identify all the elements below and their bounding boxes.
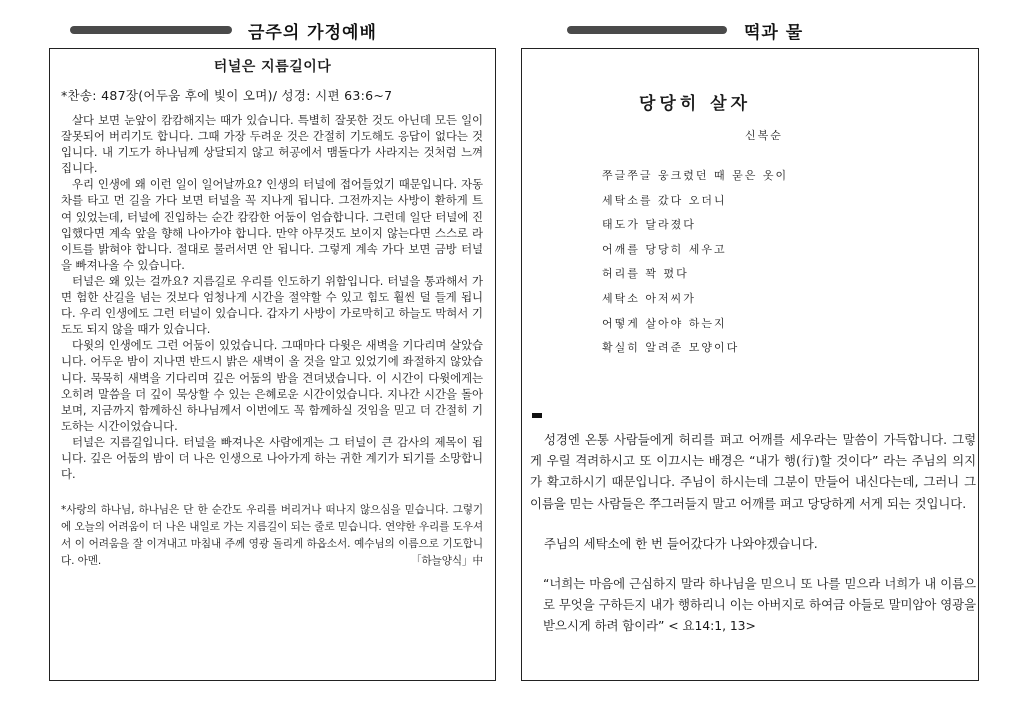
scripture-quote: “너희는 마음에 근심하지 말라 하나님을 믿으니 또 나를 믿으라 너희가 내 이름으로 무엇을 구하든지 내가 행하리니 이는 아버지로 하여금 아들로 말미암아 영광을 받으시게 하려 함이라” < 요14:1, 13> bbox=[543, 576, 976, 634]
prayer-source: 「하늘양식」中 bbox=[410, 554, 483, 567]
sermon-paragraph: 터널은 지름길입니다. 터널을 빠져나온 사람에게는 그 터널이 큰 감사의 제목이 됩니다. 깊은 어둠의 밤이 더 나은 인생으로 나아가게 하는 귀한 계기가 되기를 소망합니다. bbox=[61, 434, 483, 482]
hymn-scripture-line: *찬송: 487장(어두움 후에 빛이 오며)/ 성경: 시편 63:6~7 bbox=[61, 88, 393, 103]
poem-title: 당당히 살자 bbox=[639, 94, 752, 114]
reflection-paragraph: 주님의 세탁소에 한 번 들어갔다가 나와야겠습니다. bbox=[544, 535, 818, 551]
poem-line: 어깨를 당당히 세우고 bbox=[602, 242, 727, 256]
poem-line: 어떻게 살아야 하는지 bbox=[602, 316, 727, 330]
prayer-text: *사랑의 하나님, 하나님은 단 한 순간도 우리를 버리거나 떠나지 않으심을 믿습니다. 그렇기에 오늘의 어려움이 더 나은 내일로 가는 지름길이 되는 줄로 믿습니다. 연약한 우리를 도우셔서 이 어려움을 잘 이겨내고 마침내 주께 영광 돌리게 하옵소서. 예수님의 이름으로 기도합니다. 아멘. bbox=[61, 504, 483, 567]
section-marker bbox=[532, 413, 542, 418]
poem-line: 확실히 알려준 모양이다 bbox=[602, 341, 740, 355]
sermon-paragraph: 우리 인생에 왜 이런 일이 일어날까요? 인생의 터널에 접어들었기 때문입니다. 자동차를 타고 먼 길을 가다 보면 터널을 꼭 지나게 됩니다. 그전까지는 사방이 환하게 트여 있었는데, 터널에 진입하는 순간 캄캄한 어둠이 엄습합니다. 그런데 일단 터널에 진입했다면 계속 앞을 향해 나아가야 합니다. 만약 아무것도 보이지 않는다면 스스로 라이트를 밝혀야 합니다. 절대로 물러서면 안 됩니다. 그렇게 계속 가다 보면 금방 터널을 빠져나올 수 있습니다. bbox=[61, 177, 483, 272]
sermon-paragraph: 살다 보면 눈앞이 캄캄해지는 때가 있습니다. 특별히 잘못한 것도 아닌데 모든 일이 잘못되어 버리기도 합니다. 그때 가장 두려운 것은 간절히 기도해도 응답이 없다는 것입니다. 내 기도가 하나님께 상달되지 않고 허공에서 맴돌다가 사라지는 것처럼 느껴집니다. bbox=[61, 113, 483, 176]
reflection-body bbox=[530, 429, 976, 637]
left-header-bar bbox=[70, 26, 232, 34]
poem bbox=[602, 167, 788, 364]
sermon-title: 터널은 지름길이다 bbox=[213, 59, 332, 75]
sermon-body bbox=[61, 112, 483, 482]
poem-line: 세탁소 아저씨가 bbox=[602, 291, 696, 305]
poem-line: 태도가 달라졌다 bbox=[602, 218, 696, 232]
poem-author: 신복순 bbox=[745, 129, 783, 142]
sermon-paragraph: 터널은 왜 있는 걸까요? 지름길로 우리를 인도하기 위함입니다. 터널을 통과해서 가면 험한 산길을 넘는 것보다 엄청나게 시간을 절약할 수 있고 힘도 훨씬 덜 들게 됩니다. 우리 인생에도 그런 터널이 있습니다. 갑자기 사방이 가로막히고 하늘도 막혀서 기도도 되지 않을 때가 있습니다. bbox=[61, 273, 483, 337]
prayer bbox=[61, 502, 483, 569]
right-header-bar bbox=[567, 26, 727, 34]
reflection-paragraph: 성경엔 온통 사람들에게 허리를 펴고 어깨를 세우라는 말씀이 가득합니다. 그렇게 우릴 격려하시고 또 이끄시는 배경은 “내가 행(行)할 것이다” 라는 주님의 의지가 확고하시기 때문입니다. 주님이 하시는데 그분이 만들어 내신다는데, 그러니 그 이름을 믿는 사람들은 쭈그러들지 말고 어깨를 펴고 당당하게 서게 되는 것입니다. bbox=[530, 432, 976, 511]
poem-line: 세탁소를 갔다 오더니 bbox=[602, 193, 727, 207]
right-section-heading: 떡과 물 bbox=[744, 23, 804, 43]
bread-water-panel bbox=[521, 48, 979, 681]
sermon-paragraph: 다윗의 인생에도 그런 어둠이 있었습니다. 그때마다 다윗은 새벽을 기다리며 살았습니다. 어두운 밤이 지나면 반드시 밝은 새벽이 올 것을 알고 있었기에 좌절하지 않았습니다. 묵묵히 새벽을 기다리며 깊은 어둠의 밤을 견뎌냈습니다. 이 시간이 다윗에게는 오히려 말씀을 더 깊이 묵상할 수 있는 은혜로운 시간이었습니다. 지나간 시간을 돌아보며, 지금까지 함께하신 하나님께서 이번에도 꼭 함께하실 것임을 믿고 더 간절히 기도하는 시간이었습니다. bbox=[61, 338, 483, 433]
left-section-heading: 금주의 가정예배 bbox=[248, 23, 377, 43]
family-worship-panel bbox=[49, 48, 496, 681]
poem-line: 허리를 꽉 폈다 bbox=[602, 267, 689, 281]
poem-line: 쭈글쭈글 웅크렸던 때 묻은 옷이 bbox=[602, 169, 789, 182]
